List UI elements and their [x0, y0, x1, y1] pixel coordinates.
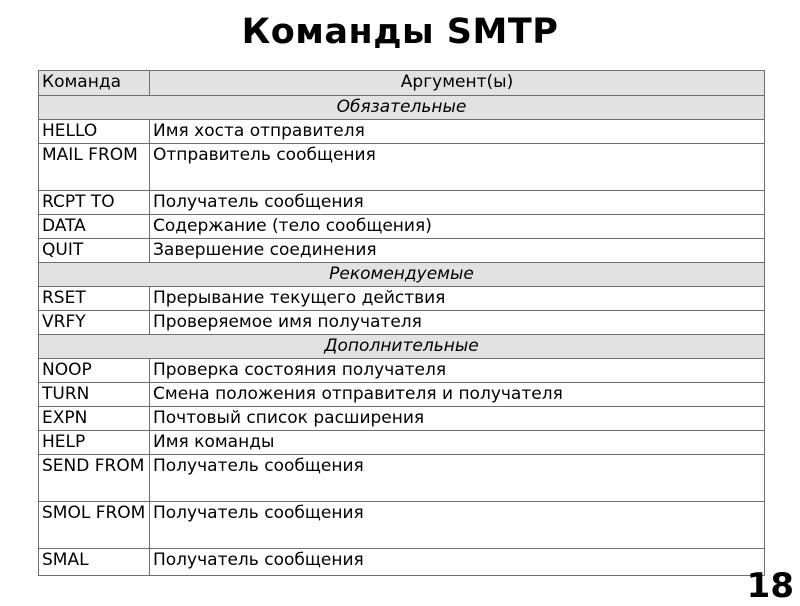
- argument-cell: Получатель сообщения: [150, 191, 765, 215]
- argument-cell: Почтовый список расширения: [150, 407, 765, 431]
- argument-cell: Содержание (тело сообщения): [150, 215, 765, 239]
- argument-cell: Проверяемое имя получателя: [150, 311, 765, 335]
- argument-cell: Завершение соединения: [150, 239, 765, 263]
- argument-cell: Отправитель сообщения: [150, 144, 765, 191]
- command-cell: EXPN: [39, 407, 150, 431]
- command-cell: RSET: [39, 287, 150, 311]
- section-label: Рекомендуемые: [39, 263, 765, 287]
- section-label: Обязательные: [39, 96, 765, 120]
- command-cell: NOOP: [39, 359, 150, 383]
- argument-cell: Получатель сообщения: [150, 502, 765, 549]
- table-row: [39, 191, 765, 215]
- table-row: [39, 431, 765, 455]
- table-row: [39, 407, 765, 431]
- section-row: [39, 263, 765, 287]
- table-row: [39, 549, 765, 576]
- command-cell: QUIT: [39, 239, 150, 263]
- table-row: [39, 311, 765, 335]
- table-row: [39, 455, 765, 502]
- table-row: [39, 144, 765, 191]
- command-cell: SEND FROM: [39, 455, 150, 502]
- command-cell: SMAL: [39, 549, 150, 576]
- argument-cell: Имя команды: [150, 431, 765, 455]
- table-row: [39, 287, 765, 311]
- command-cell: VRFY: [39, 311, 150, 335]
- table-row: [39, 383, 765, 407]
- command-cell: DATA: [39, 215, 150, 239]
- section-row: [39, 96, 765, 120]
- table-row: [39, 359, 765, 383]
- argument-cell: Проверка состояния получателя: [150, 359, 765, 383]
- argument-cell: Получатель сообщения: [150, 549, 765, 576]
- section-label: Дополнительные: [39, 335, 765, 359]
- table-row: [39, 502, 765, 549]
- section-row: [39, 335, 765, 359]
- table-row: [39, 120, 765, 144]
- page-title: Команды SMTP: [241, 12, 559, 52]
- page-number: 18: [746, 566, 794, 606]
- argument-cell: Смена положения отправителя и получателя: [150, 383, 765, 407]
- command-cell: RCPT TO: [39, 191, 150, 215]
- table-row: [39, 239, 765, 263]
- command-cell: TURN: [39, 383, 150, 407]
- command-cell: HELLO: [39, 120, 150, 144]
- command-cell: SMOL FROM: [39, 502, 150, 549]
- argument-cell: Имя хоста отправителя: [150, 120, 765, 144]
- argument-cell: Прерывание текущего действия: [150, 287, 765, 311]
- header-command: Команда: [39, 71, 150, 96]
- header-arguments: Аргумент(ы): [150, 71, 765, 96]
- argument-cell: Получатель сообщения: [150, 455, 765, 502]
- table-header-row: [39, 71, 765, 96]
- smtp-commands-table: [38, 70, 765, 576]
- command-cell: HELP: [39, 431, 150, 455]
- command-cell: MAIL FROM: [39, 144, 150, 191]
- table-row: [39, 215, 765, 239]
